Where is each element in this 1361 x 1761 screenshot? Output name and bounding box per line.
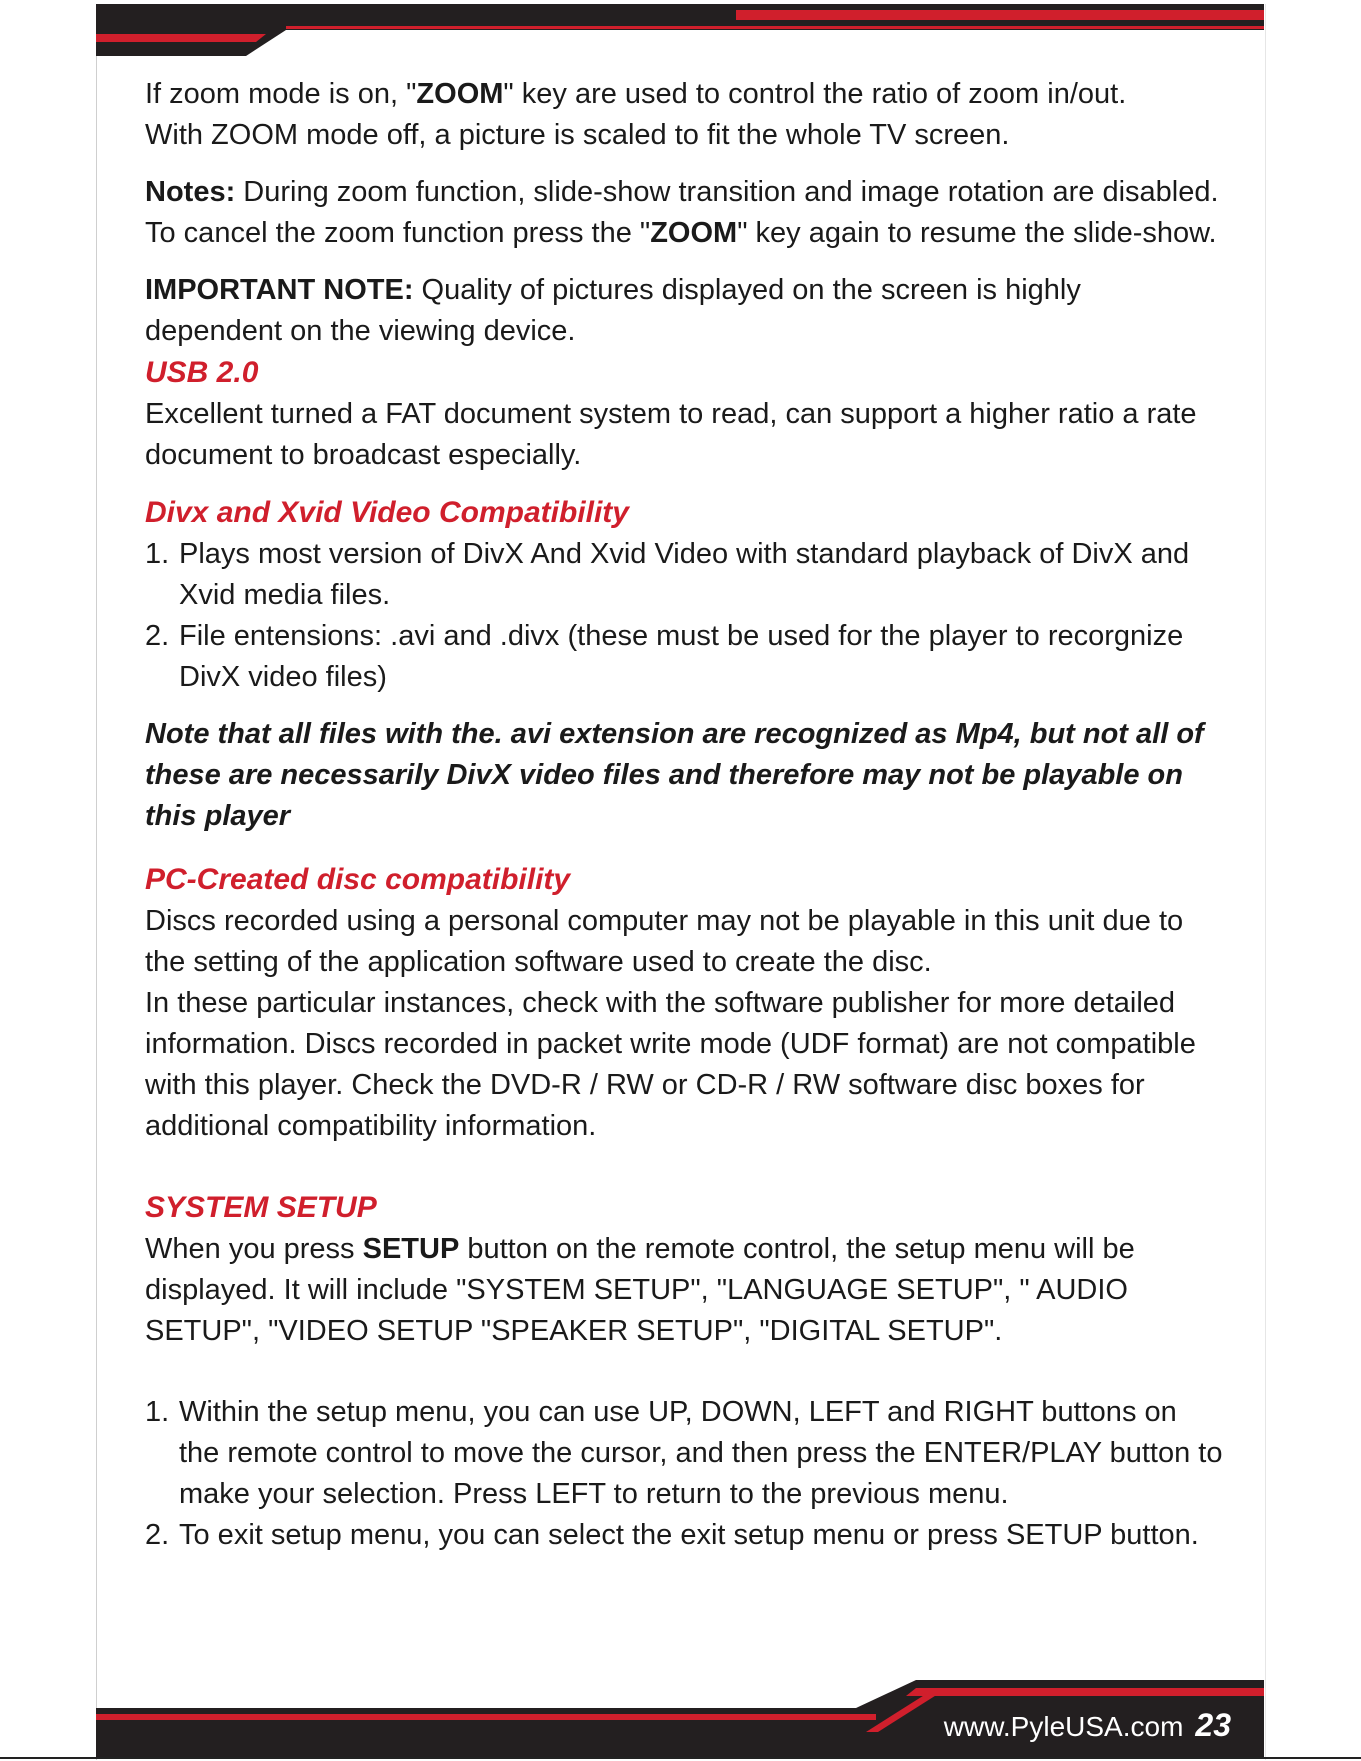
setup-list-item [145, 1515, 1225, 1556]
zoom-key: ZOOM [416, 78, 504, 110]
pc-disc-text-2: In these particular instances, check with the software publisher for more detailed information. Discs recorded in packet write mode (UDF format) are not compatible with this player. Check the DVD-R / RW or CD-R / RW software disc boxes for additional compatibility information. [145, 987, 1196, 1142]
page-content [145, 74, 1225, 1556]
list-number: 1. [145, 538, 170, 570]
notes-label: Notes: [145, 176, 236, 208]
list-number: 2. [145, 620, 170, 652]
pc-disc-heading: PC-Created disc compatibility [145, 863, 571, 896]
divx-list-item [145, 534, 1225, 616]
important-note-text: Quality of pictures displayed on the screen is highly dependent on the viewing device. [145, 274, 1081, 347]
setup-list-item [145, 1392, 1225, 1515]
notes-zoom-key: ZOOM [650, 217, 738, 249]
page-bottom-rule [0, 1757, 1361, 1759]
list-item-text: File entensions: .avi and .divx (these must be used for the player to recorgnize DivX video files) [179, 620, 1184, 693]
notes-paragraph [145, 172, 1225, 254]
usb-text: Excellent turned a FAT document system to read, can support a higher ratio a rate document to broadcast especially. [145, 398, 1197, 471]
zoom-text-pre: If zoom mode is on, " [145, 78, 417, 110]
usb-heading: USB 2.0 [145, 356, 259, 389]
list-item-text: Within the setup menu, you can use UP, DOWN, LEFT and RIGHT buttons on the remote control to move the cursor, and then press the ENTER/PLAY button to make your selection. Press LEFT to return to the previous menu. [179, 1396, 1223, 1510]
footer-url[interactable]: www.PyleUSA.com [943, 1711, 1184, 1742]
setup-key: SETUP [362, 1233, 460, 1265]
notes-text-post: " key again to resume the slide-show. [737, 217, 1217, 249]
system-setup-intro-post: button on the remote control, the setup menu will be displayed. It will include "SYSTEM SETUP", "LANGUAGE SETUP", " AUDIO SETUP", "VIDEO SETUP "SPEAKER SETUP", "DIGITAL SETUP". [145, 1233, 1135, 1347]
zoom-paragraph [145, 74, 1225, 156]
notes-text-pre: During zoom function, slide-show transition and image rotation are disabled. To cancel the zoom function press the " [145, 176, 1219, 249]
divx-heading: Divx and Xvid Video Compatibility [145, 496, 629, 529]
system-setup-intro [145, 1229, 1225, 1352]
list-item-text: To exit setup menu, you can select the exit setup menu or press SETUP button. [179, 1519, 1199, 1551]
zoom-off-text: With ZOOM mode off, a picture is scaled to fit the whole TV screen. [145, 119, 1010, 151]
list-number: 1. [145, 1396, 170, 1428]
footer [944, 1707, 1231, 1745]
list-number: 2. [145, 1519, 170, 1551]
important-note-label: IMPORTANT NOTE: [145, 274, 414, 306]
list-item-text: Plays most version of DivX And Xvid Video with standard playback of DivX and Xvid media files. [179, 538, 1190, 611]
system-setup-heading: SYSTEM SETUP [145, 1191, 377, 1224]
divx-note: Note that all files with the. avi extension are recognized as Mp4, but not all of these are necessarily DivX video files and therefore may not be playable on this player [145, 718, 1204, 832]
zoom-text-post: " key are used to control the ratio of zoom in/out. [503, 78, 1127, 110]
system-setup-intro-pre: When you press [145, 1233, 363, 1265]
important-note-paragraph [145, 270, 1225, 352]
divx-list-item [145, 616, 1225, 698]
header-band [96, 4, 1264, 56]
page-number: 23 [1195, 1707, 1231, 1743]
pc-disc-text-1: Discs recorded using a personal computer may not be playable in this unit due to the setting of the application software used to create the disc. [145, 905, 1184, 978]
